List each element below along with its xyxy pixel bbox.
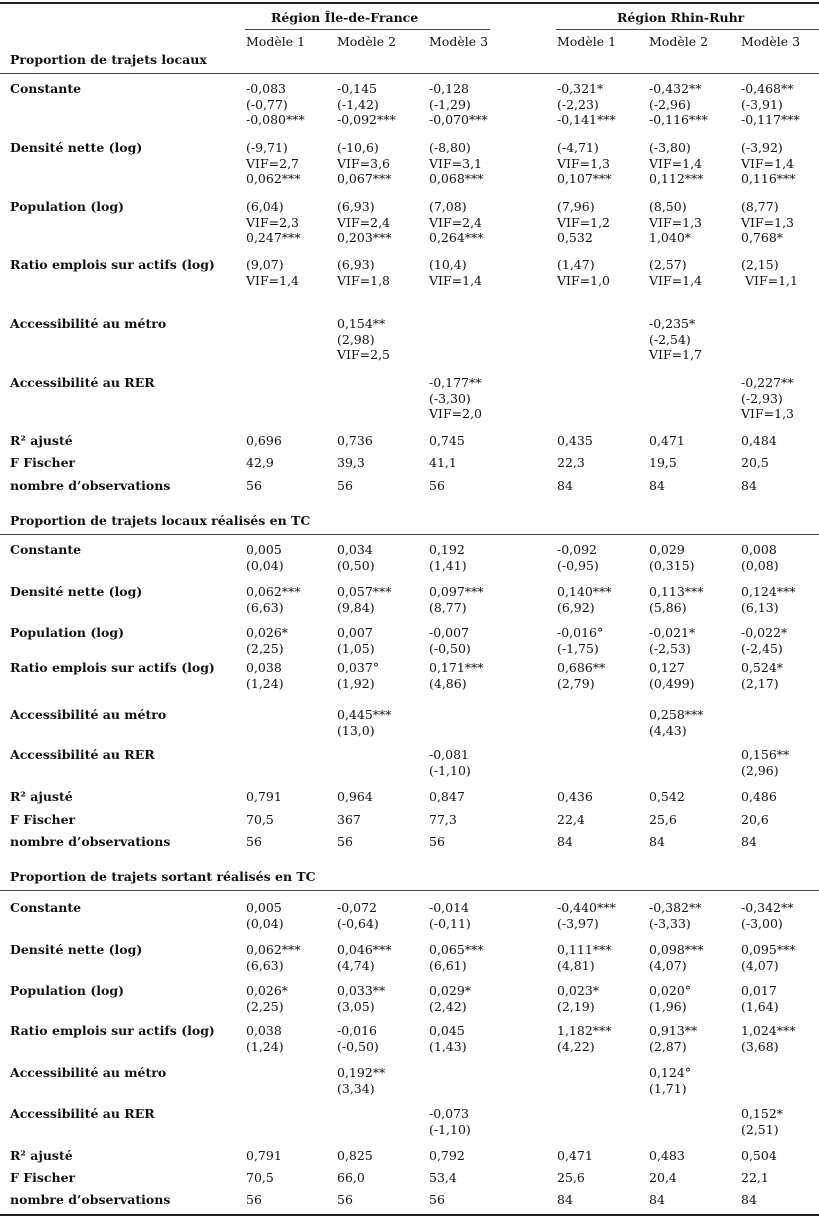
table-cell: 0,127 (0,499)	[649, 660, 695, 691]
table-cell: 0,192** (3,34)	[337, 1065, 386, 1096]
table-cell: 66,0	[337, 1170, 365, 1185]
table-cell: 0,062*** (6,63)	[246, 942, 301, 973]
table-cell: 0,471	[557, 1148, 593, 1163]
model-header: Modèle 3	[429, 34, 489, 49]
row-label: nombre d’observations	[10, 478, 171, 493]
table-cell: 0,026* (2,25)	[246, 625, 289, 656]
table-cell: 0,154** (2,98) VIF=2,5	[337, 316, 390, 362]
row-label: Accessibilité au RER	[10, 1106, 155, 1121]
table-cell: 56	[246, 834, 262, 849]
table-cell: 70,5	[246, 812, 274, 827]
table-cell: (9,07) VIF=1,4	[246, 257, 299, 288]
table-cell: 0,029 (0,315)	[649, 542, 695, 573]
table-cell: 0,026* (2,25)	[246, 983, 289, 1014]
table-cell: 0,436	[557, 789, 593, 804]
section-rule	[0, 534, 819, 535]
row-label: Accessibilité au métro	[10, 1065, 167, 1080]
table-cell: 0,017 (1,64)	[741, 983, 779, 1014]
table-cell: 53,4	[429, 1170, 457, 1185]
table-cell: 0,504	[741, 1148, 777, 1163]
table-cell: 0,113*** (5,86)	[649, 584, 704, 615]
table-cell: 20,4	[649, 1170, 677, 1185]
table-cell: (-10,6) VIF=3,6 0,067***	[337, 140, 392, 186]
table-cell: 84	[649, 1192, 665, 1207]
table-cell: 0,445*** (13,0)	[337, 707, 392, 738]
row-label: Constante	[10, 81, 82, 96]
table-cell: 0,847	[429, 789, 465, 804]
table-cell: -0,083 (-0,77) -0,080***	[246, 81, 305, 127]
region-rr-header: Région Rhin-Ruhr	[617, 10, 745, 25]
table-cell: 1,182*** (4,22)	[557, 1023, 612, 1054]
table-cell: 0,791	[246, 789, 282, 804]
row-label: nombre d’observations	[10, 1192, 171, 1207]
table-cell: (2,15) VIF=1,1	[741, 257, 798, 288]
row-label: Ratio emplois sur actifs (log)	[10, 1023, 215, 1038]
row-label: Accessibilité au RER	[10, 747, 155, 762]
table-cell: 42,9	[246, 455, 274, 470]
table-cell: 0,140*** (6,92)	[557, 584, 612, 615]
table-cell: 20,6	[741, 812, 769, 827]
region-idf-header: Région Île-de-France	[271, 10, 419, 25]
table-cell: 0,524* (2,17)	[741, 660, 784, 691]
table-cell: 0,005 (0,04)	[246, 900, 284, 931]
table-cell: 0,023* (2,19)	[557, 983, 600, 1014]
table-cell: 56	[429, 1192, 445, 1207]
table-cell: 0,792	[429, 1148, 465, 1163]
table-cell: 84	[741, 1192, 757, 1207]
table-cell: 0,171*** (4,86)	[429, 660, 484, 691]
table-cell: (1,47) VIF=1,0	[557, 257, 610, 288]
table-cell: 20,5	[741, 455, 769, 470]
table-cell: 41,1	[429, 455, 457, 470]
table-cell: 25,6	[557, 1170, 585, 1185]
table-cell: 56	[246, 478, 262, 493]
row-label: Ratio emplois sur actifs (log)	[10, 660, 215, 675]
table-cell: -0,073 (-1,10)	[429, 1106, 471, 1137]
table-cell: 0,258*** (4,43)	[649, 707, 704, 738]
table-cell: 84	[649, 834, 665, 849]
section-title: Proportion de trajets sortant réalisés en TC	[10, 869, 316, 884]
region-idf-underline	[245, 29, 490, 30]
table-cell: 0,825	[337, 1148, 373, 1163]
table-cell: 22,4	[557, 812, 585, 827]
table-cell: (10,4) VIF=1,4	[429, 257, 482, 288]
table-cell: 0,696	[246, 433, 282, 448]
table-cell: 56	[337, 834, 353, 849]
table-cell: 0,964	[337, 789, 373, 804]
table-cell: 39,3	[337, 455, 365, 470]
table-cell: 0,435	[557, 433, 593, 448]
row-label: Population (log)	[10, 983, 125, 998]
table-cell: 84	[557, 1192, 573, 1207]
row-label: Densité nette (log)	[10, 584, 143, 599]
table-cell: (-4,71) VIF=1,3 0,107***	[557, 140, 612, 186]
model-header: Modèle 2	[337, 34, 397, 49]
table-cell: 0,033** (3,05)	[337, 983, 386, 1014]
row-label: F Fischer	[10, 812, 76, 827]
table-cell: -0,128 (-1,29) -0,070***	[429, 81, 488, 127]
table-cell: -0,432** (-2,96) -0,116***	[649, 81, 708, 127]
table-cell: 0,038 (1,24)	[246, 1023, 284, 1054]
table-cell: 22,3	[557, 455, 585, 470]
table-cell: 0,471	[649, 433, 685, 448]
row-label: R² ajusté	[10, 1148, 73, 1163]
bottom-rule	[0, 1214, 819, 1216]
table-cell: (-8,80) VIF=3,1 0,068***	[429, 140, 484, 186]
table-cell: 0,057*** (9,84)	[337, 584, 392, 615]
row-label: Accessibilité au métro	[10, 707, 167, 722]
table-cell: (6,93) VIF=2,4 0,203***	[337, 199, 392, 245]
table-cell: 0,152* (2,51)	[741, 1106, 784, 1137]
table-cell: 0,791	[246, 1148, 282, 1163]
row-label: Constante	[10, 900, 82, 915]
table-cell: (8,50) VIF=1,3 1,040*	[649, 199, 702, 245]
table-cell: -0,321* (-2,23) -0,141***	[557, 81, 616, 127]
table-cell: 0,124° (1,71)	[649, 1065, 692, 1096]
table-cell: 56	[337, 1192, 353, 1207]
model-header: Modèle 2	[649, 34, 709, 49]
table-cell: 0,095*** (4,07)	[741, 942, 796, 973]
table-cell: 0,020° (1,96)	[649, 983, 692, 1014]
table-cell: 0,038 (1,24)	[246, 660, 284, 691]
table-cell: 0,034 (0,50)	[337, 542, 375, 573]
table-cell: (-9,71) VIF=2,7 0,062***	[246, 140, 301, 186]
table-cell: (6,93) VIF=1,8	[337, 257, 390, 288]
table-cell: 0,065*** (6,61)	[429, 942, 484, 973]
table-cell: 0,046*** (4,74)	[337, 942, 392, 973]
table-cell: 84	[557, 478, 573, 493]
row-label: Population (log)	[10, 199, 125, 214]
table-cell: 56	[429, 478, 445, 493]
table-cell: -0,145 (-1,42) -0,092***	[337, 81, 396, 127]
section-rule	[0, 73, 819, 74]
row-label: Ratio emplois sur actifs (log)	[10, 257, 215, 272]
section-title: Proportion de trajets locaux	[10, 52, 207, 67]
table-cell: (7,08) VIF=2,4 0,264***	[429, 199, 484, 245]
table-cell: 0,008 (0,08)	[741, 542, 779, 573]
table-cell: 0,037° (1,92)	[337, 660, 380, 691]
table-cell: 84	[649, 478, 665, 493]
table-cell: 0,045 (1,43)	[429, 1023, 467, 1054]
table-cell: 84	[741, 478, 757, 493]
table-cell: -0,440*** (-3,97)	[557, 900, 616, 931]
table-cell: -0,016° (-1,75)	[557, 625, 604, 656]
table-cell: 0,913** (2,87)	[649, 1023, 698, 1054]
table-cell: 0,745	[429, 433, 465, 448]
table-cell: 0,029* (2,42)	[429, 983, 472, 1014]
section-title: Proportion de trajets locaux réalisés en TC	[10, 513, 311, 528]
table-cell: 84	[557, 834, 573, 849]
table-cell: (-3,80) VIF=1,4 0,112***	[649, 140, 704, 186]
section-rule	[0, 890, 819, 891]
table-cell: 0,111*** (4,81)	[557, 942, 612, 973]
table-cell: 56	[337, 478, 353, 493]
region-rr-underline	[556, 29, 819, 30]
table-cell: (2,57) VIF=1,4	[649, 257, 702, 288]
table-cell: -0,177** (-3,30) VIF=2,0	[429, 375, 482, 421]
row-label: Densité nette (log)	[10, 942, 143, 957]
table-cell: 77,3	[429, 812, 457, 827]
table-cell: 0,062*** (6,63)	[246, 584, 301, 615]
table-cell: -0,081 (-1,10)	[429, 747, 471, 778]
row-label: nombre d’observations	[10, 834, 171, 849]
table-cell: -0,227** (-2,93) VIF=1,3	[741, 375, 794, 421]
row-label: R² ajusté	[10, 789, 73, 804]
model-header: Modèle 1	[557, 34, 617, 49]
table-cell: -0,382** (-3,33)	[649, 900, 702, 931]
table-cell: 22,1	[741, 1170, 769, 1185]
model-header: Modèle 3	[741, 34, 801, 49]
table-cell: 0,486	[741, 789, 777, 804]
row-label: Constante	[10, 542, 82, 557]
row-label: F Fischer	[10, 455, 76, 470]
table-cell: 0,192 (1,41)	[429, 542, 467, 573]
table-cell: 0,124*** (6,13)	[741, 584, 796, 615]
row-label: Accessibilité au métro	[10, 316, 167, 331]
table-cell: 0,005 (0,04)	[246, 542, 284, 573]
table-cell: -0,022* (-2,45)	[741, 625, 788, 656]
table-cell: 0,484	[741, 433, 777, 448]
table-cell: 367	[337, 812, 361, 827]
table-cell: 0,686** (2,79)	[557, 660, 606, 691]
table-cell: (6,04) VIF=2,3 0,247***	[246, 199, 301, 245]
table-cell: 0,156** (2,96)	[741, 747, 790, 778]
table-cell: 0,736	[337, 433, 373, 448]
table-cell: -0,014 (-0,11)	[429, 900, 471, 931]
table-cell: -0,072 (-0,64)	[337, 900, 379, 931]
table-cell: (-3,92) VIF=1,4 0,116***	[741, 140, 796, 186]
table-cell: -0,016 (-0,50)	[337, 1023, 379, 1054]
table-cell: 0,097*** (8,77)	[429, 584, 484, 615]
row-label: Population (log)	[10, 625, 125, 640]
table-cell: 0,542	[649, 789, 685, 804]
table-cell: -0,235* (-2,54) VIF=1,7	[649, 316, 702, 362]
table-cell: 56	[429, 834, 445, 849]
top-rule	[0, 2, 819, 4]
table-cell: 1,024*** (3,68)	[741, 1023, 796, 1054]
row-label: Densité nette (log)	[10, 140, 143, 155]
table-cell: 84	[741, 834, 757, 849]
table-cell: -0,092 (-0,95)	[557, 542, 599, 573]
model-header: Modèle 1	[246, 34, 306, 49]
table-cell: (8,77) VIF=1,3 0,768*	[741, 199, 794, 245]
table-cell: 0,483	[649, 1148, 685, 1163]
table-cell: -0,007 (-0,50)	[429, 625, 471, 656]
row-label: Accessibilité au RER	[10, 375, 155, 390]
table-cell: 25,6	[649, 812, 677, 827]
table-cell: (7,96) VIF=1,2 0,532	[557, 199, 610, 245]
table-cell: -0,021* (-2,53)	[649, 625, 696, 656]
table-cell: -0,468** (-3,91) -0,117***	[741, 81, 800, 127]
row-label: F Fischer	[10, 1170, 76, 1185]
row-label: R² ajusté	[10, 433, 73, 448]
table-cell: 70,5	[246, 1170, 274, 1185]
table-cell: 0,007 (1,05)	[337, 625, 375, 656]
table-cell: 19,5	[649, 455, 677, 470]
table-cell: -0,342** (-3,00)	[741, 900, 794, 931]
table-cell: 0,098*** (4,07)	[649, 942, 704, 973]
table-cell: 56	[246, 1192, 262, 1207]
